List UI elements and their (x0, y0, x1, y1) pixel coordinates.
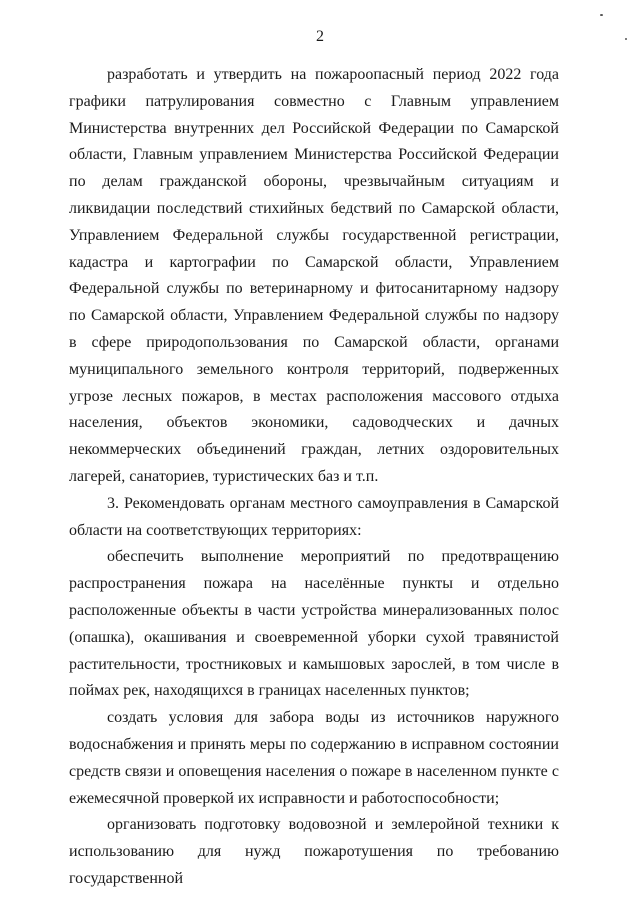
page-number: 2 (316, 28, 324, 45)
scan-speck (625, 38, 627, 40)
paragraph-patrol-schedules: разработать и утвердить на пожароопасный период 2022 года графики патрулирования совместно с Главным управлением Министерства внутренних дел Российской Федерации по Самарской области, Главным управлением Министерства Российской Федерации по делам гражданской обороны, чрезвычайным ситуациям и ликвидации последствий стихийных бедствий по Самарской области, Управлением Федеральной службы государственной регистрации, кадастра и картографии по Самарской области, Управлением Федеральной службы по ветеринарному и фитосанитарному надзору по Самарской области, Управлением Федеральной службы по надзору в сфере природопользования по Самарской области, органами муниципального земельного контроля территорий, подверженных угрозе лесных пожаров, в местах расположения массового отдыха населения, объектов экономики, садоводческих и дачных некоммерческих объединений граждан, летних оздоровительных лагерей, санаториев, туристических баз и т.п. (69, 66, 559, 485)
paragraph-recommendation-3: 3. Рекомендовать органам местного самоуправления в Самарской области на соответствующих территориях: (69, 494, 559, 539)
paragraph-water-supply: создать условия для забора воды из источников наружного водоснабжения и принять меры по содержанию в исправном состоянии средств связи и оповещения населения о пожаре в населенном пункте с ежемесячной проверкой их исправности и работоспособности; (69, 709, 559, 807)
document-body (69, 62, 559, 893)
paragraph-equipment-preparation: организовать подготовку водовозной и землеройной техники к использованию для нужд пожаротушения по требованию государственной (69, 816, 559, 887)
paragraph-ensure-measures: обеспечить выполнение мероприятий по предотвращению распространения пожара на населённые пункты и отдельно расположенные объекты в части устройства минерализованных полос (опашка), окашивания и своевременной уборки сухой травянистой растительности, тростниковых и камышовых зарослей, в том числе в поймах рек, находящихся в границах населенных пунктов; (69, 548, 559, 700)
scan-speck (600, 14, 603, 16)
